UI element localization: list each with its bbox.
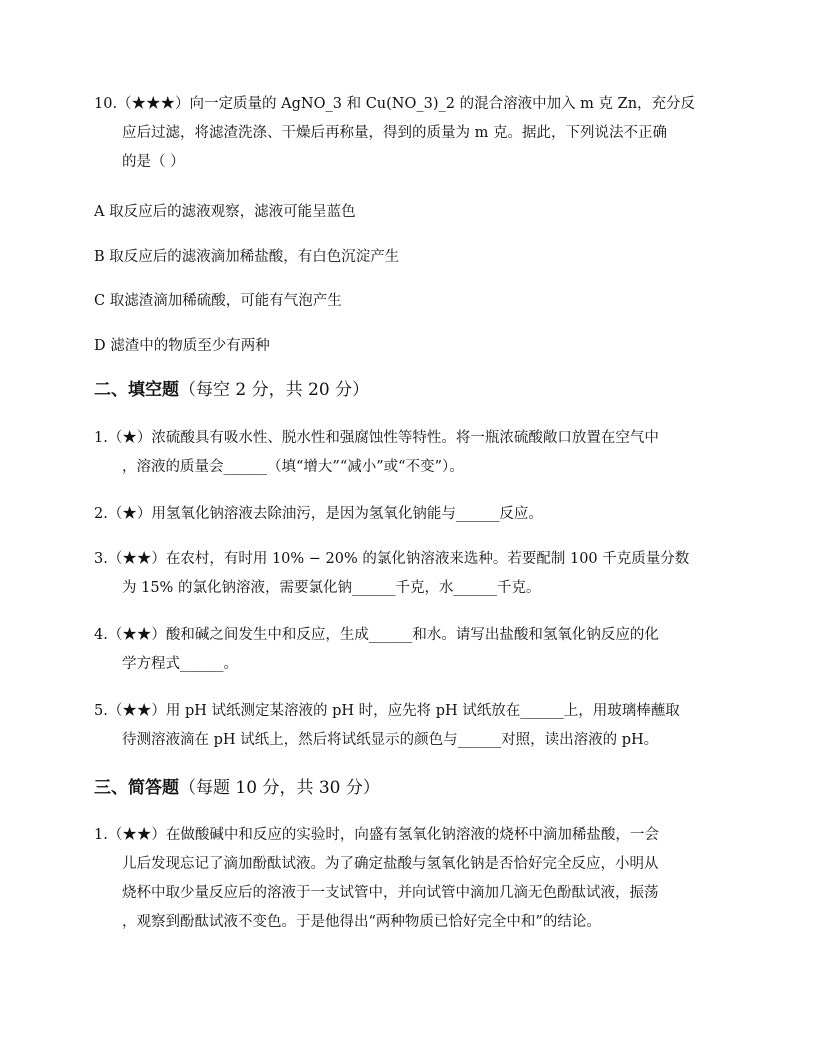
short-answer-question-1 [94,821,730,937]
fill-question-1 [94,424,730,482]
question-10-line-2: 应后过滤，将滤渣洗涤、干燥后再称量，得到的质量为 m 克。据此，下列说法不正确 [122,125,667,141]
fill-question-4-line-2: 学方程式______。 [122,656,238,672]
short-answer-question-1-line-3: 烧杯中取少量反应后的溶液于一支试管中，并向试管中滴加几滴无色酚酞试液，振荡 [122,885,659,901]
option-d: D 滤渣中的物质至少有两种 [94,338,270,354]
fill-question-5-line-1: 5.（★★）用 pH 试纸测定某溶液的 pH 时，应先将 pH 试纸放在______上，用玻璃棒蘸取 [94,703,680,719]
fill-question-4 [94,621,730,679]
option-c: C 取滤渣滴加稀硫酸，可能有气泡产生 [94,293,342,309]
option-b: B 取反应后的滤液滴加稀盐酸，有白色沉淀产生 [94,249,400,265]
fill-question-1-line-2: ，溶液的质量会______（填“增大”“减小”或“不变”）。 [122,459,464,475]
section-3-note: （每题 10 分，共 30 分） [179,778,380,798]
short-answer-question-1-line-2: 儿后发现忘记了滴加酚酞试液。为了确定盐酸与氢氧化钠是否恰好完全反应，小明从 [122,856,659,872]
option-a: A 取反应后的滤液观察，滤液可能呈蓝色 [94,204,356,220]
section-2-title: 二、填空题 [94,380,179,400]
fill-question-2-line-1: 2.（★）用氢氧化钠溶液去除油污，是因为氢氧化钠能与______反应。 [94,506,543,522]
short-answer-question-1-line-1: 1.（★★）在做酸碱中和反应的实验时，向盛有氢氧化钠溶液的烧杯中滴加稀盐酸，一会 [94,827,659,843]
section-2-heading [94,378,369,402]
question-10 [94,90,730,177]
fill-question-5 [94,697,730,755]
fill-question-4-line-1: 4.（★★）酸和碱之间发生中和反应，生成______和水。请写出盐酸和氢氧化钠反应的化 [94,627,659,643]
fill-question-5-line-2: 待测溶液滴在 pH 试纸上，然后将试纸显示的颜色与______对照，读出溶液的 pH。 [122,732,659,748]
fill-question-2 [94,500,730,529]
section-3-heading [94,776,380,800]
short-answer-question-1-line-4: ，观察到酚酞试液不变色。于是他得出“两种物质已恰好完全中和”的结论。 [122,914,601,930]
fill-question-3-line-1: 3.（★★）在农村，有时用 10% − 20% 的氯化钠溶液来选种。若要配制 100 千克质量分数 [94,551,690,567]
fill-question-3 [94,545,730,603]
fill-question-3-line-2: 为 15% 的氯化钠溶液，需要氯化钠______千克，水______千克。 [122,580,541,596]
fill-question-1-line-1: 1.（★）浓硫酸具有吸水性、脱水性和强腐蚀性等特性。将一瓶浓硫酸敞口放置在空气中 [94,430,659,446]
section-2-note: （每空 2 分，共 20 分） [179,380,370,400]
question-10-line-1: 10.（★★★）向一定质量的 AgNO_3 和 Cu(NO_3)_2 的混合溶液中加入 m 克 Zn，充分反 [94,96,696,112]
section-3-title: 三、简答题 [94,778,179,798]
question-10-line-3: 的是（ ） [122,154,185,170]
